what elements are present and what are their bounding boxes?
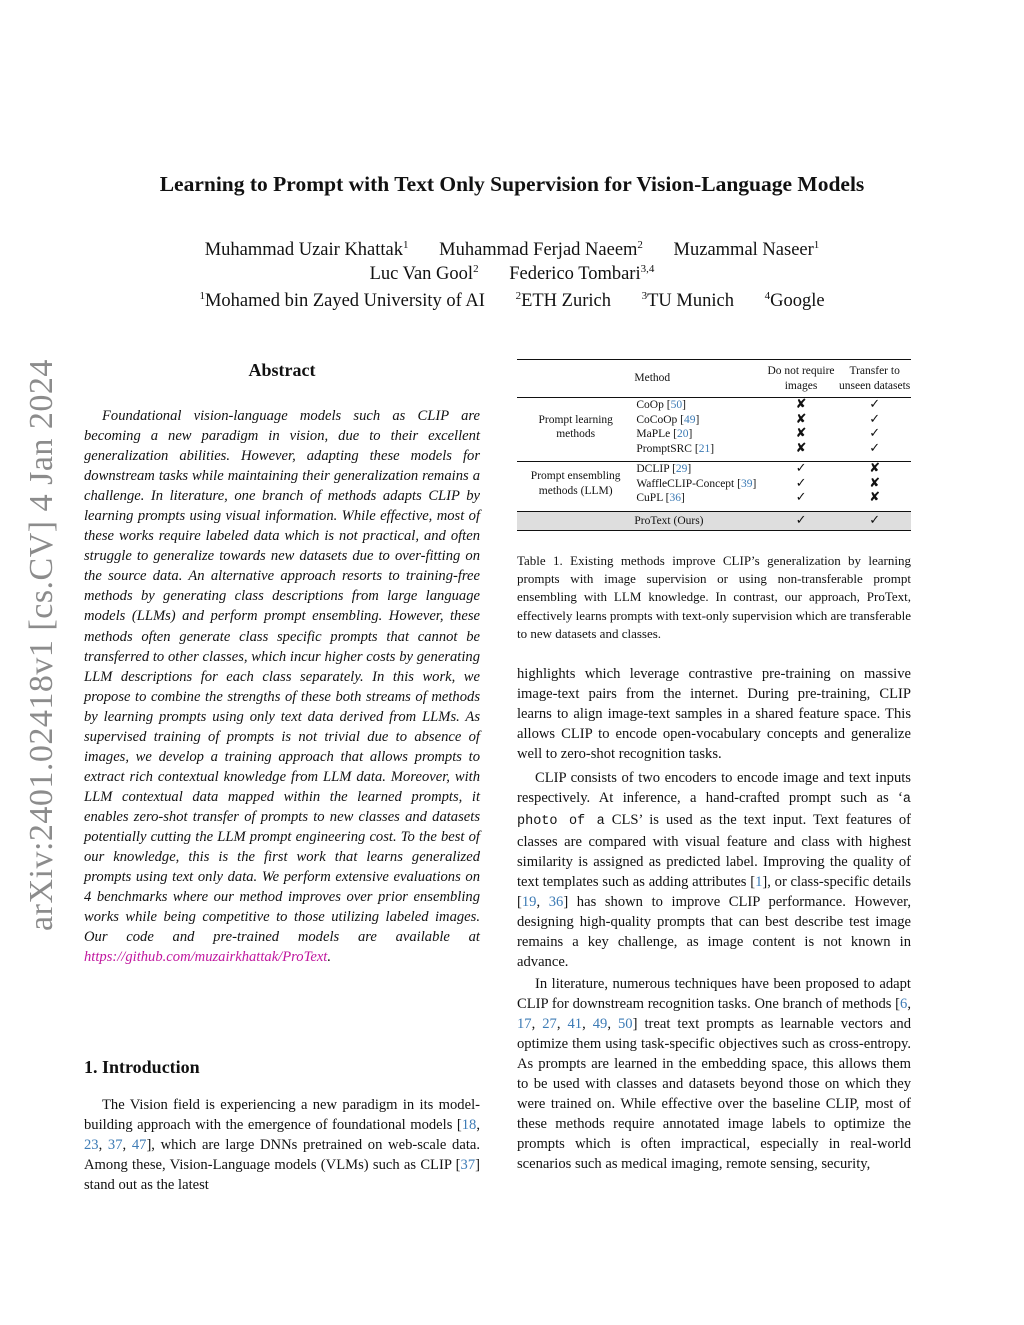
method-name-ours: ProText (Ours) — [634, 511, 763, 531]
citation-link[interactable]: 41 — [567, 1016, 583, 1033]
abstract-heading: Abstract — [248, 360, 316, 380]
author-line-2 — [0, 264, 1024, 285]
intro-paragraph-2 — [517, 664, 911, 764]
cross-icon: ✘ — [795, 426, 807, 441]
affiliation-name: Mohamed bin Zayed University of AI — [204, 291, 485, 311]
affiliation-name: Google — [770, 291, 825, 311]
method-name: PromptSRC [21] — [636, 442, 715, 455]
check-icon: ✓ — [764, 511, 839, 531]
intro-text: The Vision field is experiencing a new paradigm in its model-building approach with the emergence of foundational models [ — [84, 1097, 480, 1134]
citation-link[interactable]: 29 — [675, 463, 688, 475]
affiliation-number: 3 — [641, 290, 648, 302]
check-icon: ✓ — [869, 426, 881, 441]
citation-link[interactable]: 39 — [740, 477, 753, 490]
method-name: CoCoOp [49] — [636, 413, 700, 426]
author-name: Muhammad Uzair Khattak — [204, 240, 403, 260]
citation-link[interactable]: 18 — [461, 1117, 477, 1134]
column-header-transfer: Transfer to unseen datasets — [839, 365, 911, 392]
intro-text: CLIP consists of two encoders to encode image and text inputs respectively. At inference, a hand-crafted prompt such as ‘ — [517, 770, 911, 807]
citation-link[interactable]: 49 — [592, 1016, 608, 1033]
method-name: WaffleCLIP-Concept [39] — [636, 477, 757, 490]
intro-paragraph-3: CLIP consists of two encoders to encode image and text inputs respectively. At inference, a hand-crafted prompt such as ‘a photo of a CLS’ is used as the text input. Text features of classes are compared with visual feature and class with highest similarity is assigned as predicted label. Improving the quality of text templates such as adding attributes [1], or class-specific details [19, 36] has shown to improve CLIP performance. However, designing high-quality prompts that can best describe test image remains a key challenge, as image content is not known in advance. — [517, 770, 912, 971]
check-icon: ✓ — [869, 411, 881, 427]
intro-text: ] treat text prompts as learnable vectors and optimize them using task-specific objectives such as cross-entropy. As prompts are learned in the embedding space, this allows them to be used with classes and datasets beyond those on which they were trained on. While effective over the baseline CLIP, most of these methods require annotated image labels to optimize the prompts which is often impractical, especially in real-world scenarios such as medical imaging, remote sensing, security, — [517, 1016, 911, 1173]
author-name: Federico Tombari — [509, 264, 641, 284]
intro-paragraph-4: In literature, numerous techniques have been proposed to adapt CLIP for downstream recognition tasks. One branch of methods [6, 17, 27, 41, 49, 50] treat text prompts as learnable vectors and optimize them using task-specific objectives such as cross-entropy. As prompts are learned in the embedding space, this allows them to be used with classes and datasets beyond those on which they were trained on. While effective over the baseline CLIP, most of these methods require annotated image labels to optimize the prompts which is often impractical, especially in real-world scenarios such as medical imaging, remote sensing, security, — [517, 976, 911, 1173]
table-row — [517, 462, 911, 477]
intro-paragraph-1: The Vision field is experiencing a new paradigm in its model-building approach with the emergence of foundational models [18, 23, 37, 47], which are large DNNs pretrained on web-scale data. Among these, Vision-Language models (VLMs) such as CLIP [37] stand out as the latest — [84, 1097, 481, 1194]
check-icon: ✓ — [869, 440, 881, 456]
check-icon: ✓ — [795, 490, 807, 505]
citation-link[interactable]: 20 — [676, 428, 689, 440]
author-name: Muhammad Ferjad Naeem — [439, 240, 638, 260]
citation-link[interactable]: 27 — [542, 1016, 557, 1033]
affiliation-number: 4 — [764, 290, 771, 302]
abstract-body: Foundational vision-language models such as CLIP are becoming a new paradigm in vision, due to their excellent generalization abilities. However, adapting these models for downstream tasks while maintaining their generalization remains a challenge. In literature, one branch of methods adapts CLIP by learning prompts using visual information. While effective, most of these works require labeled data which is not practical, and often struggle to generalize towards new datasets due to over-fitting on the source data. An alternative approach resorts to training-free methods by generating class descriptions from large language models (LLMs) and perform prompt ensembling. However, these methods often generate class specific prompts that cannot be transferred to other classes, which incur higher costs by generating LLM descriptions for each class separately. In this work, we propose to combine the strengths of these both streams of methods by learning prompts using only text data derived from LLMs. As supervised training of prompts is not trivial due to absence of images, we develop a training approach that allows prompts to extract rich contextual knowledge from LLM data. Moreover, with LLM contextual data mapped within the learned prompts, it enables zero-shot transfer of prompts to new classes and datasets potentially cutting the LLM prompt engineering cost. To the best of our knowledge, this is the first work that learns generalized prompts using text only data. We perform extensive evaluations on 4 benchmarks where our method improves over prior ensembling works while being competitive to those utilizing labeled images. Our code and pre-trained models are available at https://github.com/muzairkhattak/ProText. — [84, 408, 480, 966]
author-name: Muzammal Naseer — [673, 240, 814, 260]
paper-title: Learning to Prompt with Text Only Supervision for Vision-Language Models — [159, 172, 865, 196]
column-header-no-images: Do not require images — [767, 365, 835, 392]
citation-link[interactable]: 37 — [107, 1137, 123, 1154]
citation-link[interactable]: 50 — [670, 399, 683, 411]
table-row — [517, 398, 911, 413]
check-icon: ✓ — [795, 475, 807, 491]
group-label-prompt-ensembling: Prompt ensembling methods (LLM) — [530, 470, 621, 497]
affiliation-number: 2 — [515, 290, 522, 302]
affiliation-number: 1 — [199, 290, 205, 302]
citation-link[interactable]: 36 — [548, 894, 564, 911]
author-affiliation: 2 — [473, 263, 479, 275]
class-token: CLS — [611, 812, 639, 829]
abstract-text: Foundational vision-language models such as CLIP are becoming a new paradigm in vision, due to their excellent generalization abilities. However, adapting these models for downstream tasks while maintaining their generalization remains a challenge. In literature, one branch of methods adapts CLIP by learning prompts using visual information. While effective, most of these works require labeled data which is not practical, and often struggle to generalize towards new datasets due to over-fitting on the source data. An alternative approach resorts to training-free methods by generating class descriptions from large language models (LLMs) and perform prompt ensembling. However, these methods often generate class specific prompts that cannot be transferred to other classes, which incur higher costs by generating LLM descriptions for each class separately. In this work, we propose to combine the strengths of these both streams of methods by learning prompts using only text data derived from LLMs. As supervised training of prompts is not trivial due to absence of images, we develop a training approach that allows prompts to extract rich contextual knowledge from LLM data. Moreover, with LLM contextual data mapped within the learned prompts, it enables zero-shot transfer of prompts to new classes and datasets potentially cutting the LLM prompt engineering cost. To the best of our knowledge, this is the first work that learns generalized prompts using text only data. We perform extensive evaluations on 4 benchmarks where our method improves over prior ensembling works while being competitive to those utilizing labeled images. Our code and pre-trained models are available at — [84, 408, 480, 946]
affiliations-line — [0, 291, 1024, 312]
citation-link[interactable]: 6 — [900, 996, 908, 1013]
author-line-1 — [0, 240, 1024, 261]
intro-text: ], or class-specific details [ — [517, 874, 911, 911]
cross-icon: ✘ — [869, 475, 881, 491]
affiliation-name: TU Munich — [647, 291, 734, 311]
intro-text: In literature, numerous techniques have been proposed to adapt CLIP for downstream recognition tasks. One branch of methods [ — [517, 976, 911, 1013]
author-affiliation: 3,4 — [640, 263, 655, 275]
citation-link[interactable]: 17 — [517, 1016, 532, 1033]
arxiv-identifier: arXiv:2401.02418v1 [cs.CV] 4 Jan 2024 — [23, 359, 60, 931]
column-header-method: Method — [634, 372, 671, 385]
citation-link[interactable]: 1 — [755, 874, 763, 891]
intro-text: ] stand out as the latest — [84, 1157, 480, 1194]
author-affiliation: 1 — [403, 239, 409, 251]
citation-link[interactable]: 36 — [669, 492, 682, 504]
citation-link[interactable]: 23 — [84, 1137, 99, 1154]
method-name: CuPL [36] — [636, 492, 685, 504]
affiliation-name: ETH Zurich — [521, 291, 611, 311]
method-name: DCLIP [29] — [636, 463, 692, 475]
cross-icon: ✘ — [795, 411, 807, 427]
author-name: Luc Van Gool — [369, 264, 474, 284]
check-icon: ✓ — [838, 511, 911, 531]
citation-link[interactable]: 49 — [684, 413, 696, 426]
table-header-row — [517, 360, 911, 398]
cross-icon: ✘ — [869, 461, 881, 476]
group-label-prompt-learning: Prompt learning methods — [538, 413, 613, 440]
citation-link[interactable]: 50 — [618, 1016, 633, 1033]
citation-link[interactable]: 19 — [521, 894, 537, 911]
citation-link[interactable]: 21 — [698, 442, 711, 455]
author-affiliation: 2 — [637, 239, 643, 251]
intro-text: ], which are large DNNs pretrained on web-scale data. Among these, Vision-Language models (VLMs) such as CLIP [ — [84, 1137, 481, 1174]
cross-icon: ✘ — [869, 490, 881, 505]
code-link[interactable]: https://github.com/muzairkhattak/ProText — [84, 949, 328, 966]
prompt-template: a photo of a — [517, 792, 911, 830]
table-row-ours — [517, 511, 911, 531]
introduction-heading: 1. Introduction — [84, 1057, 200, 1077]
intro-text: ] has shown to improve CLIP performance. However, designing high-quality prompts that can best describe test image remains a key challenge, as image content is not known in advance. — [517, 894, 912, 971]
check-icon: ✓ — [795, 461, 807, 476]
check-icon: ✓ — [869, 397, 881, 412]
comparison-table — [517, 359, 911, 531]
method-name: MaPLe [20] — [636, 428, 693, 440]
intro-text: highlights which leverage contrastive pre-training on massive image-text pairs from the internet. During pre-training, CLIP learns to align image-text samples in a shared feature space. This allows CLIP to encode open-vocabulary concepts and generalize well to zero-shot recognition tasks. — [517, 666, 911, 763]
author-affiliation: 1 — [813, 239, 820, 251]
method-name: CoOp [50] — [636, 399, 686, 411]
table-caption: Table 1. Existing methods improve CLIP’s generalization by learning prompts with image supervision or using non-transferable prompt ensembling with LLM knowledge. In contrast, our approach, ProText, effectively learns prompts with text-only supervision which are transferable to new datasets and classes. — [517, 553, 911, 641]
cross-icon: ✘ — [795, 440, 807, 456]
citation-link[interactable]: 47 — [131, 1137, 147, 1154]
citation-link[interactable]: 37 — [460, 1157, 476, 1174]
cross-icon: ✘ — [795, 397, 807, 412]
intro-text: ’ is used as the text input. Text features of classes are compared with visual feature and class with highest similarity is assigned as predicted label. Improving the quality of text templates such as adding attributes [ — [517, 812, 912, 891]
